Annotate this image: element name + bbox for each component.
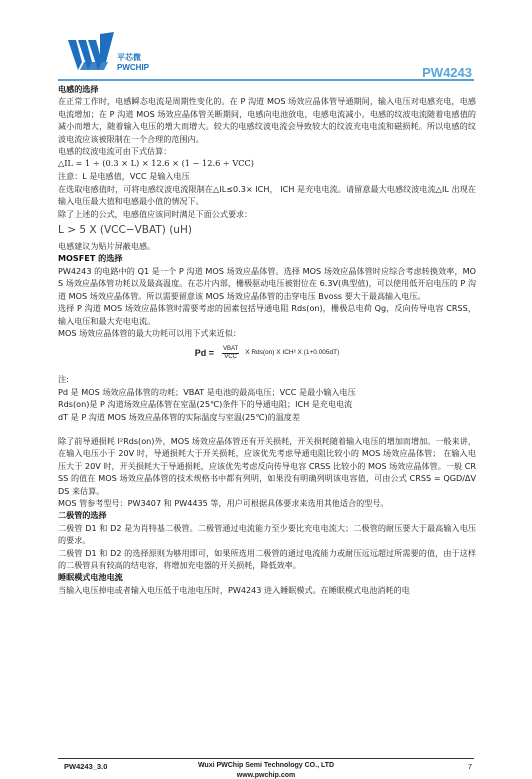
formula-inductance: L > 5 X (VCC−VBAT) (uH)	[58, 224, 192, 237]
note-line: dT 是 P 沟道 MOS 场效应晶体管的实际温度与室温(25℃)的温度差	[58, 411, 300, 422]
paragraph: 电感建议为贴片屏蔽电感。	[58, 241, 156, 252]
footer-page-number: 7	[467, 762, 472, 771]
document-body	[58, 83, 476, 596]
footer-doc-id: PW4243_3.0	[64, 762, 108, 771]
paragraph: 在选取电感值时，可将电感纹波电流限制在△IL≤0.3× ICH， ICH 是充电电流。请留意最大电感纹波电流△IL 出现在输入电压最大值和电感最小值的情况下。	[58, 183, 476, 207]
note-label: 注:	[58, 374, 69, 385]
footer-company: Wuxi PWChip Semi Technology CO., LTD	[197, 762, 335, 769]
formula-power-dissipation	[58, 341, 476, 365]
paragraph: 注意：L 是电感值，VCC 是输入电压	[58, 171, 190, 182]
section-heading-inductor: 电感的选择	[58, 84, 99, 94]
paragraph: 除了前导通损耗 I²Rds(on)外，MOS 场效应晶体管还有开关损耗，开关损耗随着输入电压的增加而增加。一般来讲，在输入电压小于 20V 时，导通损耗大于开关损耗，应该优先考虑导通电阻比较小的 MOS 场效应晶体管； 在输入电压大于 20V 时，开关损耗大于导通损耗，应该优先考虑反向传导电容 CRSS 比较小的 MOS 场效应晶体管。一般 CRSS 的值在 MOS 场效应晶体管的技术规格书中都有列明，如果没有明确列明该电容值，可由公式 CRSS = QGD/ΔVDS 来估算。	[58, 435, 476, 496]
paragraph: 二极管 D1 和 D2 是为肖特基二极管。二极管通过电流能力至少要比充电电流大；二极管的耐压要大于最高输入电压的要求。	[58, 522, 476, 546]
fraction-numerator: VBAT	[222, 345, 239, 352]
footer-url: www.pwchip.com	[236, 772, 296, 779]
paragraph: 选择 P 沟道 MOS 场效应晶体管时需要考虑的因素包括导通电阻 Rds(on)，栅极总电荷 Qg，反向传导电容 CRSS，输入电压和最大充电电流。	[58, 303, 476, 326]
paragraph: MOS 管参考型号：PW3407 和 PW4435 等，用户可根据具体要求来选用其他适合的型号。	[58, 497, 389, 508]
section-heading-mosfet: MOSFET 的选择	[58, 253, 123, 264]
page-header	[0, 0, 532, 82]
paragraph: MOS 场效应晶体管的最大功耗可以用下式来近似：	[58, 327, 241, 338]
logo-chinese-name: 平芯微	[117, 53, 141, 62]
note-line: Pd 是 MOS 场效应晶体管的功耗；VBAT 是电池的最高电压；VCC 是最小输入电压	[58, 386, 356, 397]
formula-rhs: X Rds(on) X ICH² X (1+0.005dT)	[245, 349, 340, 357]
footer-divider	[58, 758, 474, 759]
paragraph: 除了上述的公式，电感值应该同时满足下面公式要求：	[58, 208, 253, 219]
section-heading-sleep: 睡眠模式电池电流	[58, 572, 123, 583]
paragraph: 电感的纹波电流可由下式估算：	[58, 146, 172, 157]
fraction-denominator: VCC	[224, 353, 237, 360]
note-line: Rds(on)是 P 沟道场效应晶体管在室温(25℃)条件下的导通电阻；ICH 是充电电流	[58, 399, 353, 410]
formula-lhs: Pd =	[194, 348, 214, 359]
paragraph: PW4243 的电路中的 Q1 是一个 P 沟道 MOS 场效应晶体管。选择 MOS 场效应晶体管时应综合考虑转换效率，MOS 场效应晶体管功耗以及最高温度。在芯片内部，栅极驱动电压被钳位在 6.3V(典型值)，可以使用低开启电压的 P 沟道 MOS 场效应晶体管。所以需要留意该 MOS 场效应晶体管的击穿电压 Bvoss 要大于最高输入电压。	[58, 265, 476, 301]
formula-ripple-current: △IL = 1 ÷ (0.3 × L) × 12.6 × (1 − 12.6 ÷ VCC)	[58, 158, 254, 169]
logo-english-name: PWCHIP	[117, 63, 149, 72]
formula-fraction	[222, 346, 239, 361]
part-number: PW4243	[422, 65, 472, 80]
section-heading-diode: 二极管的选择	[58, 510, 107, 521]
header-divider	[58, 79, 474, 81]
paragraph: 在正常工作时，电感瞬态电流是周期性变化的。在 P 沟道 MOS 场效应晶体管导通期间，输入电压对电感充电，电感电流增加；在 P 沟道 MOS 场效应晶体管关断期间，电感向电池放电，电感电流减小。电感的纹波电流随着电感值的减小而增大，随着输入电压的增大而增大。较大的电感纹波电流会导致较大的纹波充电电流和磁损耗。所以电感的纹波电流应该被限制在一个合理的范围内。	[58, 96, 476, 144]
paragraph: 二极管 D1 和 D2 的选择原则为够用即可，如果所选用二极管的通过电流能力或耐压远远超过所需要的值，由于这样的二极管具有较高的结电容，将增加充电器的开关损耗，降低效率。	[58, 547, 476, 570]
paragraph: 当输入电压掉电或者输入电压低于电池电压时，PW4243 进入睡眠模式。在睡眠模式电池消耗的电	[58, 584, 410, 595]
pwchip-logo-icon	[66, 32, 116, 74]
